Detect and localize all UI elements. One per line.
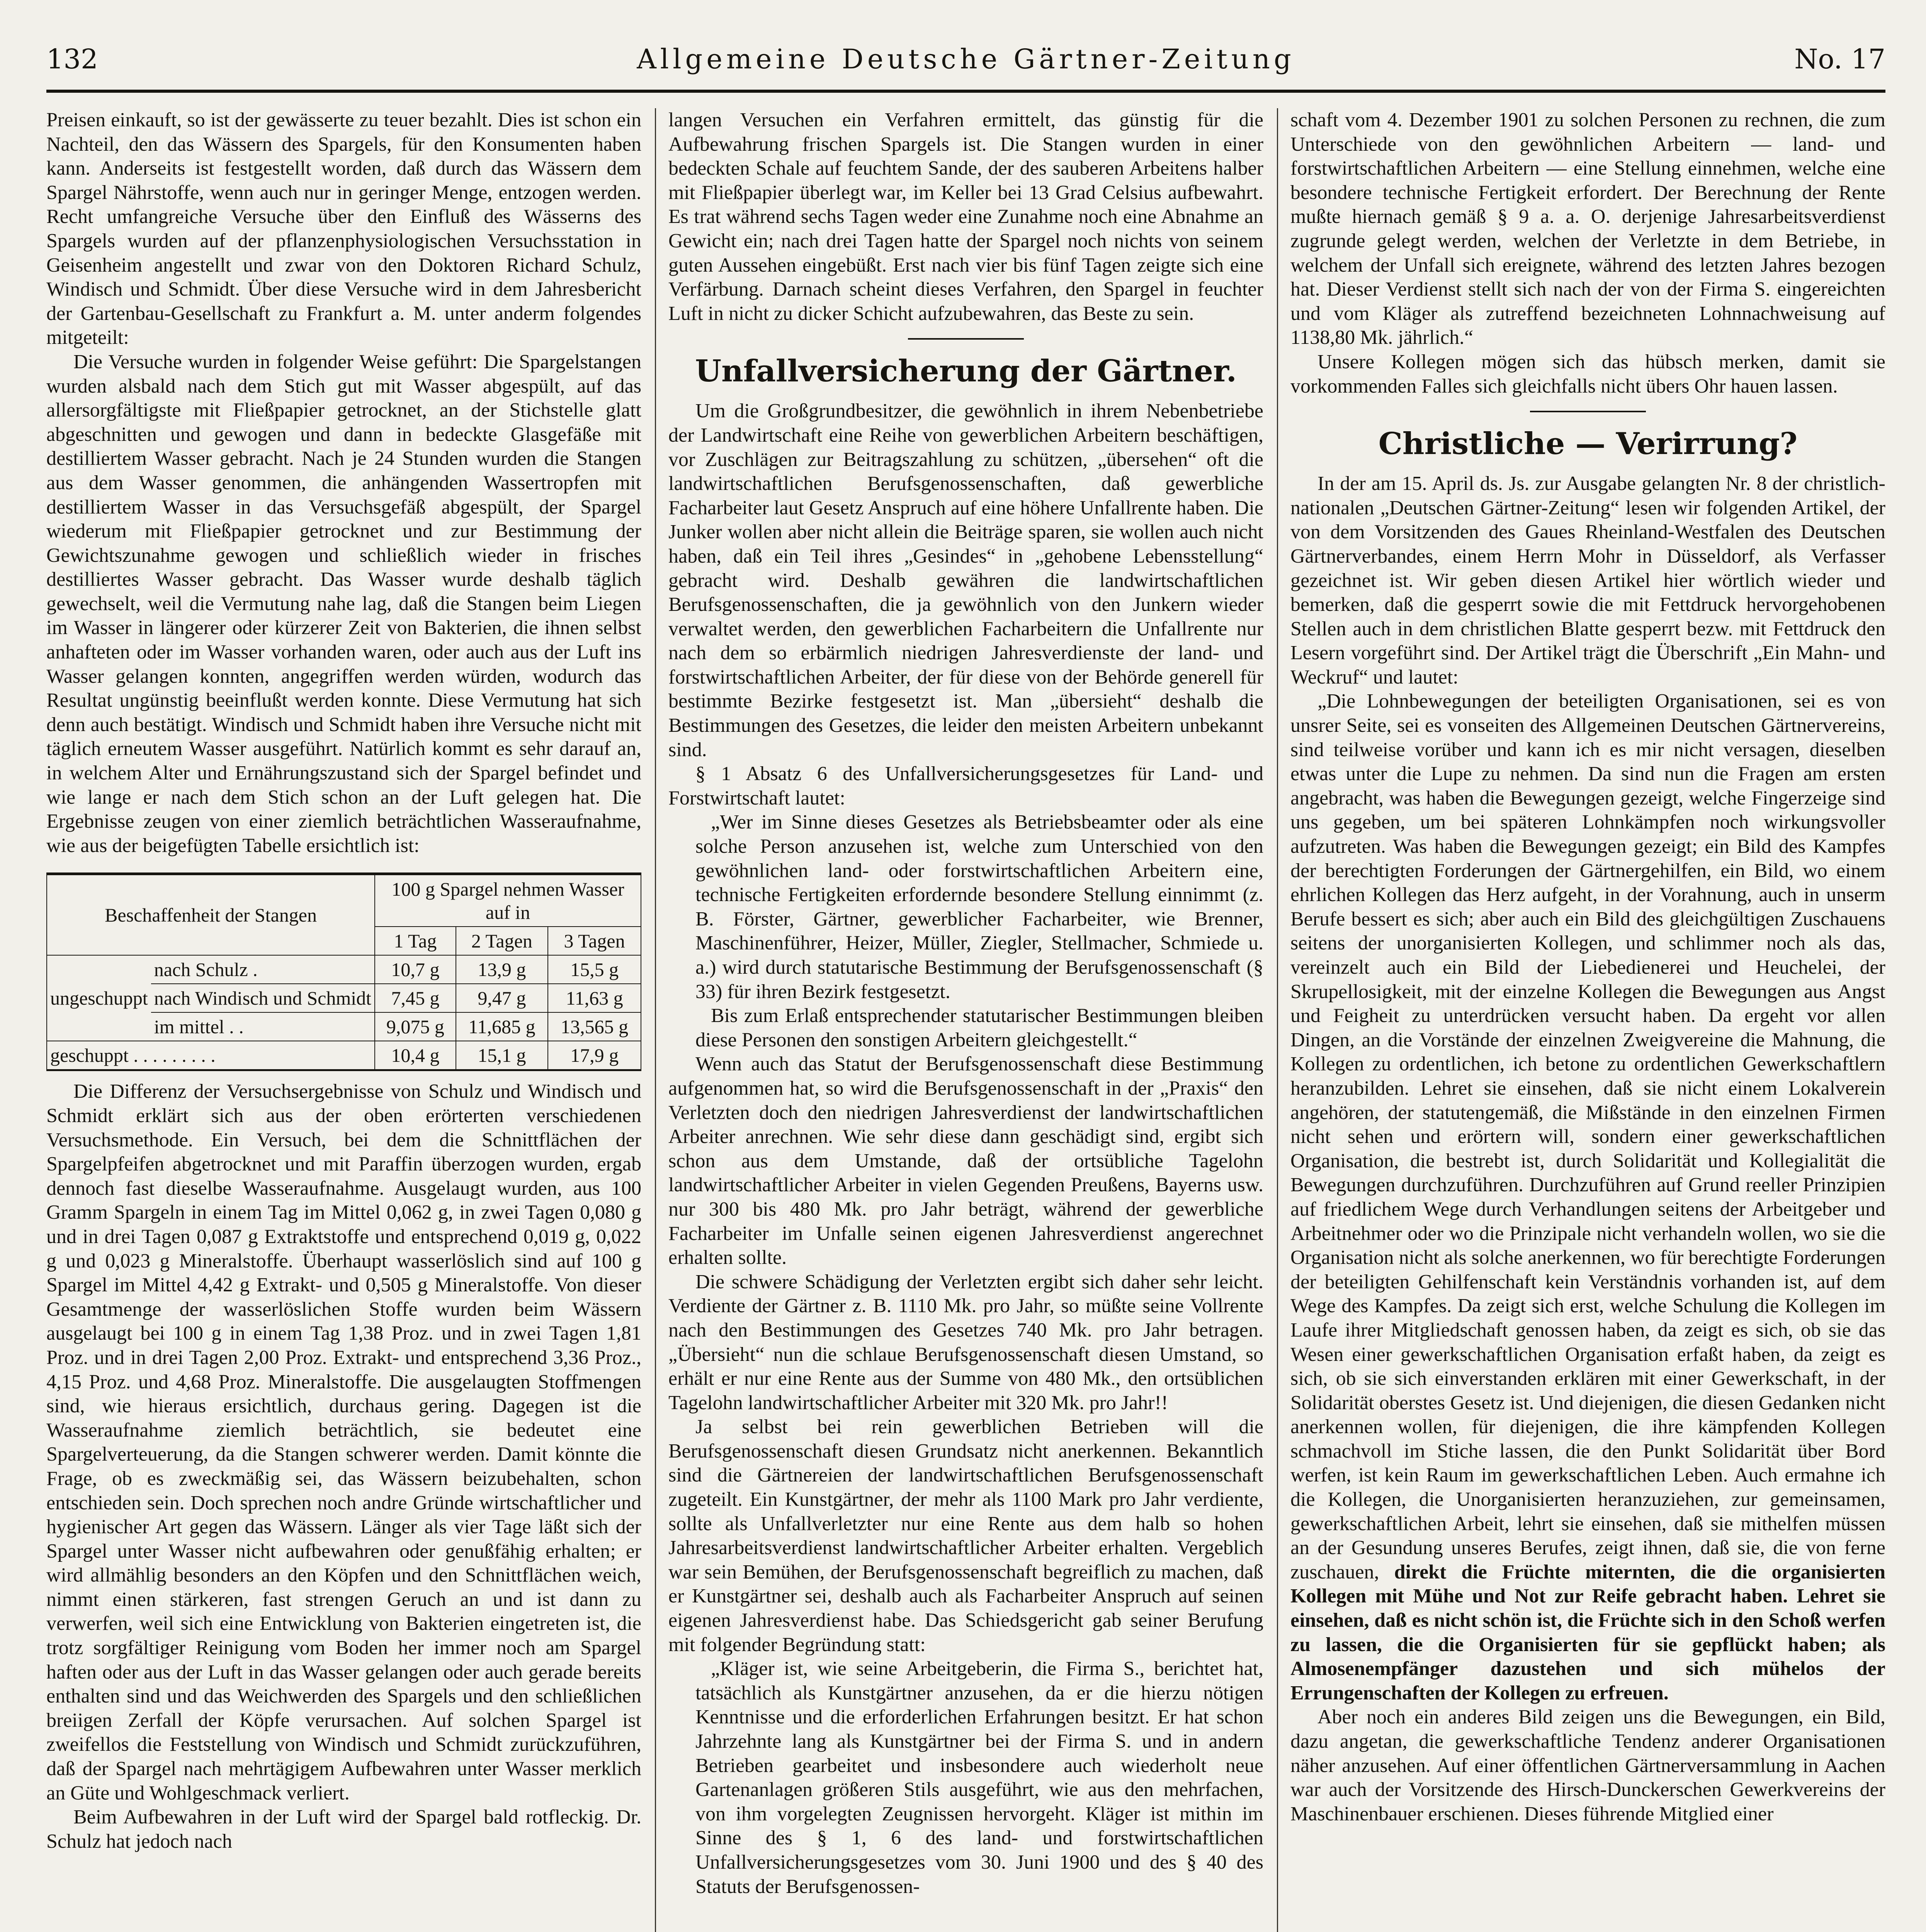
article-paragraph: § 1 Absatz 6 des Unfallversicherungsgesetzes für Land- und Forstwirtschaft lautet: xyxy=(668,763,1263,809)
column-2 xyxy=(668,108,1263,1932)
table-header-stalk-condition: Beschaffenheit der Stangen xyxy=(47,875,375,955)
table-cell: 9,47 g xyxy=(456,984,548,1012)
table-row-label: geschuppt . . . . . . . . . xyxy=(47,1041,375,1070)
article-paragraph: Beim Aufbewahren in der Luft wird der Spargel bald rotfleckig. Dr. Schulz hat jedoch nach xyxy=(46,1806,641,1852)
section-rule xyxy=(908,338,1024,340)
column-separator xyxy=(1277,108,1278,1932)
column-1 xyxy=(46,108,641,1932)
table-header-day3: 3 Tagen xyxy=(548,927,641,955)
table-cell: 15,5 g xyxy=(548,955,641,984)
table-cell: 13,565 g xyxy=(548,1012,641,1041)
bold-emphasis-text: direkt die Früchte miternten, die die organisierten Kollegen mit Mühe und Not zur Reife gebracht haben. Lehret sie einsehen, daß es nicht schön ist, die Früchte sich in den Schoß werfen zu lassen, die die Organisierten für sie gepflückt haben; als Almosenempfänger dazustehen und sich mühelos der Errungenschaften der Kollegen zu erfreuen. xyxy=(1290,1561,1885,1704)
table-cell: 7,45 g xyxy=(375,984,456,1012)
article-paragraph: Um die Großgrundbesitzer, die gewöhnlich in ihrem Nebenbetriebe der Landwirtschaft eine Reihe von gewerblichen Arbeitern beschäftigen, vor Zuschlägen zur Beitragszahlung zu schützen, „übersehen“ oft die landwirtschaftlichen Berufsgenossenschaften, daß gewerbliche Facharbeiter laut Gesetz Anspruch auf eine höhere Unfallrente haben. Die Junker wollen aber nicht allein die Beiträge sparen, sie wollen auch nicht haben, daß ein Teil ihres „Gesindes“ in „gehobene Lebensstellung“ gebracht wird. Deshalb gewähren die landwirtschaftlichen Berufsgenossenschaften, die ja gewöhnlich von den Junkern wieder verwaltet werden, den gewerblichen Facharbeitern die Unfallrente nur nach dem so erbärmlich niedrigen Jahresverdienste der land- und forstwirtschaftlichen Arbeiter, der für diese von der Behörde generell für bestimmte Bezirke festgesetzt ist. Man „übersieht“ deshalb die Bestimmungen des Gesetzes, die leider den meisten Arbeitern unbekannt sind. xyxy=(668,400,1263,761)
table-row xyxy=(47,1041,641,1070)
header-rule xyxy=(46,90,1885,93)
article-paragraph: schaft vom 4. Dezember 1901 zu solchen Personen zu rechnen, die zum Unterschiede von den gewöhnlichen Arbeitern — land- und forstwirtschaftlichen Arbeitern — eine Stellung einnehmen, welche eine besondere technische Fertigkeit erfordert. Der Berechnung der Rente mußte hiernach gemäß § 9 a. a. O. derjenige Jahresarbeitsverdienst zugrunde gelegt werden, welchen der Verletzte in dem Betriebe, in welchem der Unfall sich ereignete, während des letzten Jahres bezogen hat. Dieser Verdienst stellt sich nach der von der Firma S. eingereichten und vom Kläger als zutreffend bezeichneten Lohnnachweisung auf 1138,80 Mk. jährlich.“ xyxy=(1290,109,1885,349)
article-text: „Die Lohnbewegungen der beteiligten Organisationen, sei es von unsrer Seite, sei es vonseiten des Allgemeinen Deutschen Gärtnervereins, sind teilweise vorüber und kann ich es mir nicht versagen, dieselben etwas unter die Lupe zu nehmen. Da sind nun die Fragen am ersten angebracht, was haben die Bewegungen gezeigt, welche Fingerzeige sind uns gegeben, um bei späteren Lohnkämpfen noch wirkungsvoller aufzutreten. Was haben die Bewegungen gezeigt; ein Bild des Kampfes der berechtigten Forderungen der Gärtnergehilfen, ein Bild, wo einem ehrlichen Kollegen das Herz aufgeht, in der Vorahnung, auch in unserm Berufe bessert es sich; aber auch ein Bild des gleichgültigen Zuschauens seitens der unorganisierten Kollegen, und schlimmer noch als das, vereinzelt auch ein Bild der Liebedienerei und Heuchelei, der Skrupellosigkeit, mit der einzelne Kollegen die Bewegungen aus Angst und Feigheit zu unterdrücken versucht haben. Da ergeht vor allen Dingen, an die Vorstände der einzelnen Zweigvereine die Mahnung, die Kollegen zu ordentlichen, ich betone zu ordentlichen Gewerkschaftlern heranzubilden. Lehret sie einsehen, daß sie nicht einem Lokalverein angehören, der statutengemäß, die Mißstände in den einzelnen Firmen nicht sehen und erörtern will, sondern einer gewerkschaftlichen Organisation, die bestrebt ist, durch Solidarität und Kollegialität die Bewegungen durchzuführen. Durchzuführen auf Grund reeller Prinzipien auf friedlichem Wege durch Verhandlungen seitens der Arbeitgeber und Arbeitnehmer oder wo die Prinzipale nicht verhandeln wollen, wo sie die Organisation nicht als solche anerkennen, wo für berechtigte Forderungen der beteiligten Gehilfenschaft kein Verständnis vorhanden ist, auf dem Wege des Kampfes. Da zeigt sich erst, welche Schulung die Kollegen im Laufe ihrer Mitgliedschaft genossen haben, da zeigt es sich, ob sie das Wesen einer gewerkschaftlichen Organisation erfaßt haben, da zeigt es sich, ob sie sich einverstanden erklären mit einer Gewerkschaft, in der Solidarität oberstes Gesetz ist. Und diejenigen, die diesen Gedanken nicht anerkennen wollen, für diejenigen, die ihre kämpfenden Kollegen schmachvoll im Stiche lassen, die den Punkt Solidarität über Bord werfen, ist kein Raum im gewerkschaftlichen Leben. Auch ermahne ich die Kollegen, die Unorganisierten heranzuziehen, zur gemeinsamen, gewerkschaftlichen Arbeit, lehrt sie einsehen, daß sie mithelfen müssen an der Gesundung unseres Berufes, zeigt ihnen, daß sie, die von ferne zuschauen, xyxy=(1290,690,1885,1583)
table-row-label: nach Windisch und Schmidt xyxy=(151,984,375,1012)
journal-title: Allgemeine Deutsche Gärtner-Zeitung xyxy=(637,43,1295,75)
table-header-day2: 2 Tagen xyxy=(456,927,548,955)
column-separator xyxy=(655,108,656,1932)
article-paragraph: Die Differenz der Versuchsergebnisse von Schulz und Windisch und Schmidt erklärt sich aus der oben erörterten verschiedenen Versuchsmethode. Ein Versuch, bei dem die Schnittflächen der Spargelpfeifen abgetrocknet und mit Paraffin überzogen wurden, ergab dennoch fast dieselbe Wasseraufnahme. Ausgelaugt wurden, aus 100 Gramm Spargeln in einem Tag im Mittel 0,062 g, in zwei Tagen 0,080 g und in drei Tagen 0,087 g Extraktstoffe und entsprechend 0,019 g, 0,022 g und 0,023 g Mineralstoffe. Überhaupt wasserlöslich sind auf 100 g Spargel im Mittel 4,42 g Extrakt- und 0,505 g Mineralstoffe. Von dieser Gesamtmenge der wasserlöslichen Stoffe wurden beim Wässern ausgelaugt bei 100 g in einem Tag 1,38 Proz. und in zwei Tagen 1,81 Proz. und in drei Tagen 2,00 Proz. Extrakt- und entsprechend 3,36 Proz., 4,15 Proz. und 4,68 Proz. Mineralstoffe. Die ausgelaugten Stoffmengen sind, wie hieraus ersichtlich, durchaus gering. Dagegen ist die Wasseraufnahme ziemlich beträchtlich, sie bedeutet eine Spargelverteuerung, da die Stangen schwerer werden. Damit könnte die Frage, ob es zweckmäßig sei, das Wässern beizubehalten, schon entschieden sein. Doch sprechen noch andre Gründe wirtschaftlicher und hygienischer Art gegen das Wässern. Länger als vier Tage läßt sich der Spargel unter Wasser nicht aufbewahren oder genußfähig erhalten; er wird allmählig besonders an den Köpfen und den Schnittflächen weich, nimmt einen stärkeren, fast strengen Geruch an und ist dann zu verwerfen, weil sich eine Entwicklung von Bakterien eingetreten ist, die trotz sorgfältiger Reinigung vom Boden her immer noch am Spargel haften oder aus der Luft in das Wasser gelangen oder auch gerade bereits enthalten sind und das Weichwerden des Spargels und den schließlichen breiigen Zerfall der Köpfe verursachen. Auf solchen Spargel ist zweifellos die Feststellung von Windisch und Schmidt zurückzuführen, daß der Spargel nach mehrtägigem Aufbewahren unter Wasser merklich an Güte und Wohlgeschmack verliert. xyxy=(46,1080,641,1804)
table-cell: 11,685 g xyxy=(456,1012,548,1041)
article-paragraph xyxy=(1290,689,1885,1705)
section-heading-christliche-verirrung: Christliche — Verirrung? xyxy=(1378,426,1798,462)
article-paragraph: Preisen einkauft, so ist der gewässerte zu teuer bezahlt. Dies ist schon ein Nachteil, den das Wässern des Spargels, für den Konsumenten haben kann. Anderseits ist festgestellt worden, daß durch das Wässern dem Spargel Nährstoffe, wenn auch nur in geringer Menge, entzogen werden. Recht umfangreiche Versuche über den Einfluß des Wässerns des Spargels wurden auf der pflanzenphysiologischen Versuchsstation in Geisenheim angestellt und zwar von den Doktoren Richard Schulz, Windisch und Schmidt. Über diese Versuche wird in dem Jahresbericht der Gartenbau-Gesellschaft zu Frankfurt a. M. unter anderm folgendes mitgeteilt: xyxy=(46,109,641,349)
column-3 xyxy=(1290,108,1885,1932)
article-paragraph: In der am 15. April ds. Js. zur Ausgabe gelangten Nr. 8 der christlich-nationalen „Deutschen Gärtner-Zeitung“ lesen wir folgenden Artikel, der von dem Vorsitzenden des Gaues Rheinland-Westfalen des Deutschen Gärtnerverbandes, einem Herrn Mohr in Düsseldorf, als Verfasser gezeichnet ist. Wir geben diesen Artikel hier wörtlich wieder und bemerken, daß die gesperrt sowie die mit Fettdruck hervorgehobenen Stellen auch in dem christlichen Blatte gesperrt bezw. mit Fettdruck den Lesern vorgeführt sind. Der Artikel trägt die Überschrift „Ein Mahn- und Weckruf“ und lautet: xyxy=(1290,473,1885,688)
issue-number: No. 17 xyxy=(1794,43,1885,75)
table-header-day1: 1 Tag xyxy=(375,927,456,955)
table-row xyxy=(47,955,641,984)
article-paragraph: Die Versuche wurden in folgender Weise geführt: Die Spargelstangen wurden alsbald nach dem Stich gut mit Wasser abgespült, auf das allersorgfältigste mit Fließpapier getrocknet, an der Stichstelle glatt abgeschnitten und gewogen und dann in bedeckte Glasgefäße mit destilliertem Wasser gebracht. Nach je 24 Stunden wurden die Stangen aus dem Wasser genommen, die anhängenden Wassertropfen mit destilliertem Wasser in das Versuchsgefäß abgespült, der Spargel wiederum mit Fließpapier getrocknet und zur Bestimmung der Gewichtszunahme gewogen und schließlich wieder in frisches destilliertes Wasser gebracht. Das Wasser wurde deshalb täglich gewechselt, weil die Vermutung nahe lag, daß die Stangen beim Liegen im Wasser in längerer oder kürzerer Zeit von Bakterien, die ihnen selbst anhafteten oder im Wasser vorhanden waren, oder auch aus der Luft ins Wasser gelangen konnten, angegriffen werden würden, wodurch das Resultat ungünstig beeinflußt werden konnte. Diese Vermutung hat sich denn auch bestätigt. Windisch und Schmidt haben ihre Versuche nicht mit täglich erneutem Wasser ausgeführt. Natürlich kommt es sehr darauf an, in welchem Alter und Ernährungszustand sich der Spargel befindet und wie lange er nach dem Stich schon an der Luft gelegen hat. Die Ergebnisse zeugen von einer ziemlich beträchtlichen Wasseraufnahme, wie aus der beigefügten Tabelle ersichtlich ist: xyxy=(46,350,641,857)
table-cell: 11,63 g xyxy=(548,984,641,1012)
table-cell: 17,9 g xyxy=(548,1041,641,1070)
table-cell: 9,075 g xyxy=(375,1012,456,1041)
table-cell: 13,9 g xyxy=(456,955,548,984)
table-cell: 10,4 g xyxy=(375,1041,456,1070)
quoted-paragraph: „Kläger ist, wie seine Arbeitgeberin, die Firma S., berichtet hat, tatsächlich als Kunstgärtner anzusehen, da er die hierzu nötigen Kenntnisse und die erforderlichen Erfahrungen besitzt. Er hat schon Jahrzehnte lang als Kunstgärtner bei der Firma S. und in andern Betrieben gearbeitet und insbesondere auch wiederholt neue Gartenanlagen größeren Stils ausgeführt, wie aus den mehrfachen, von ihm vorgelegten Zeugnissen hervorgeht. Kläger ist mithin im Sinne des § 1, 6 des land- und forstwirtschaftlichen Unfallversicherungsgesetzes vom 30. Juni 1900 und des § 40 des Statuts der Berufsgenossen- xyxy=(695,1658,1263,1898)
article-paragraph: Wenn auch das Statut der Berufsgenossenschaft diese Bestimmung aufgenommen hat, so wird die Berufsgenossenschaft in der „Praxis“ den Verletzten doch den niedrigen Jahresverdienst der landwirtschaftlichen Arbeiter anrechnen. Wie sehr diese dann geschädigt sind, ergibt sich schon aus dem Umstande, daß der ortsübliche Tagelohn landwirtschaftlicher Arbeiter in vielen Gegenden Preußens, Bayerns usw. nur 300 bis 480 Mk. pro Jahr beträgt, während der gewerbliche Facharbeiter im Unfalle seinen eigenen Jahresverdienst angerechnet erhalten sollte. xyxy=(668,1053,1263,1269)
table-row-label: nach Schulz . xyxy=(151,955,375,984)
article-paragraph: Aber noch ein anderes Bild zeigen uns die Bewegungen, ein Bild, dazu angetan, die gewerkschaftliche Tendenz anderer Organisationen näher anzusehen. Auf einer öffentlichen Gärtnerversammlung in Aachen war auch der Vorsitzende des Hirsch-Dunckerschen Gewerkvereins der Maschinenbauer erschienen. Dieses führende Mitglied einer xyxy=(1290,1706,1885,1825)
article-paragraph: langen Versuchen ein Verfahren ermittelt, das günstig für die Aufbewahrung frischen Spargels ist. Die Stangen wurden in einer bedeckten Schale auf feuchtem Sande, der des sauberen Arbeitens halber mit Fließpapier überlegt war, im Keller bei 13 Grad Celsius aufbewahrt. Es trat während sechs Tagen weder eine Zunahme noch eine Abnahme an Gewicht ein; nach drei Tagen hatte der Spargel noch nichts von seinem guten Aussehen eingebüßt. Erst nach vier bis fünf Tagen zeigte sich eine Verfärbung. Darnach scheint dieses Verfahren, den Spargel in feuchter Luft in nicht zu dicker Schicht aufzubewahren, das Beste zu sein. xyxy=(668,109,1263,325)
article-paragraph: Unsere Kollegen mögen sich das hübsch merken, damit sie vorkommenden Falles sich gleichfalls nicht übers Ohr hauen lassen. xyxy=(1290,350,1885,397)
section-rule xyxy=(1530,411,1646,412)
table-header-absorption: 100 g Spargel nehmen Wasser auf in xyxy=(375,875,641,927)
table-cell: 15,1 g xyxy=(456,1041,548,1070)
table-cell: 10,7 g xyxy=(375,955,456,984)
water-absorption-table xyxy=(46,874,641,1071)
table-row-label: im mittel . . xyxy=(151,1012,375,1041)
page-number: 132 xyxy=(46,43,98,75)
page-header xyxy=(46,30,1885,88)
article-paragraph: Die schwere Schädigung der Verletzten ergibt sich daher sehr leicht. Verdiente der Gärtner z. B. 1110 Mk. pro Jahr, so müßte seine Vollrente nach den Bestimmungen des Gesetzes 740 Mk. pro Jahr betragen. „Übersieht“ nun die schlaue Berufsgenossenschaft diesen Umstand, so erhält er nur eine Rente aus der Summe von 480 Mk., den ortsüblichen Tagelohn landwirtschaftlicher Arbeiter mit 320 Mk. pro Jahr!! xyxy=(668,1270,1263,1414)
article-paragraph: Ja selbst bei rein gewerblichen Betrieben will die Berufsgenossenschaft diesen Grundsatz nicht anerkennen. Bekanntlich sind die Gärtnereien der landwirtschaftlichen Berufsgenossenschaft zugeteilt. Ein Kunstgärtner, der mehr als 1100 Mark pro Jahr verdiente, sollte als Unfallverletzter nur eine Rente aus dem halb so hohen Jahresarbeitsverdienst landwirtschaftlicher Arbeiter erhalten. Vergeblich war sein Bemühen, der Berufsgenossenschaft begreiflich zu machen, daß er Kunstgärtner sei, deshalb auch als Facharbeiter Anspruch auf seinen eigenen Jahresverdienst habe. Das Schiedsgericht gab seiner Berufung mit folgender Begründung statt: xyxy=(668,1416,1263,1656)
quoted-paragraph: „Wer im Sinne dieses Gesetzes als Betriebsbeamter oder als eine solche Person anzusehen ist, welche zum Unterschied von den gewöhnlichen land- oder forstwirtschaftlichen Arbeitern eine, technische Fertigkeiten erfordernde besondere Stellung einnimmt (z. B. Förster, Gärtner, gewerblicher Facharbeiter, wie Brenner, Maschinenführer, Heizer, Müller, Ziegler, Stellmacher, Schmiede u. a.) wird durch statutarische Bestimmung der Berufsgenossenschaft (§ 33) für ihren Bezirk festgesetzt. xyxy=(695,811,1263,1003)
quoted-paragraph: Bis zum Erlaß entsprechender statutarischer Bestimmungen bleiben diese Personen den sonstigen Arbeitern gleichgestellt.“ xyxy=(695,1005,1263,1051)
section-heading-unfallversicherung: Unfallversicherung der Gärtner. xyxy=(695,354,1237,389)
table-group-label: ungeschuppt xyxy=(47,955,151,1041)
